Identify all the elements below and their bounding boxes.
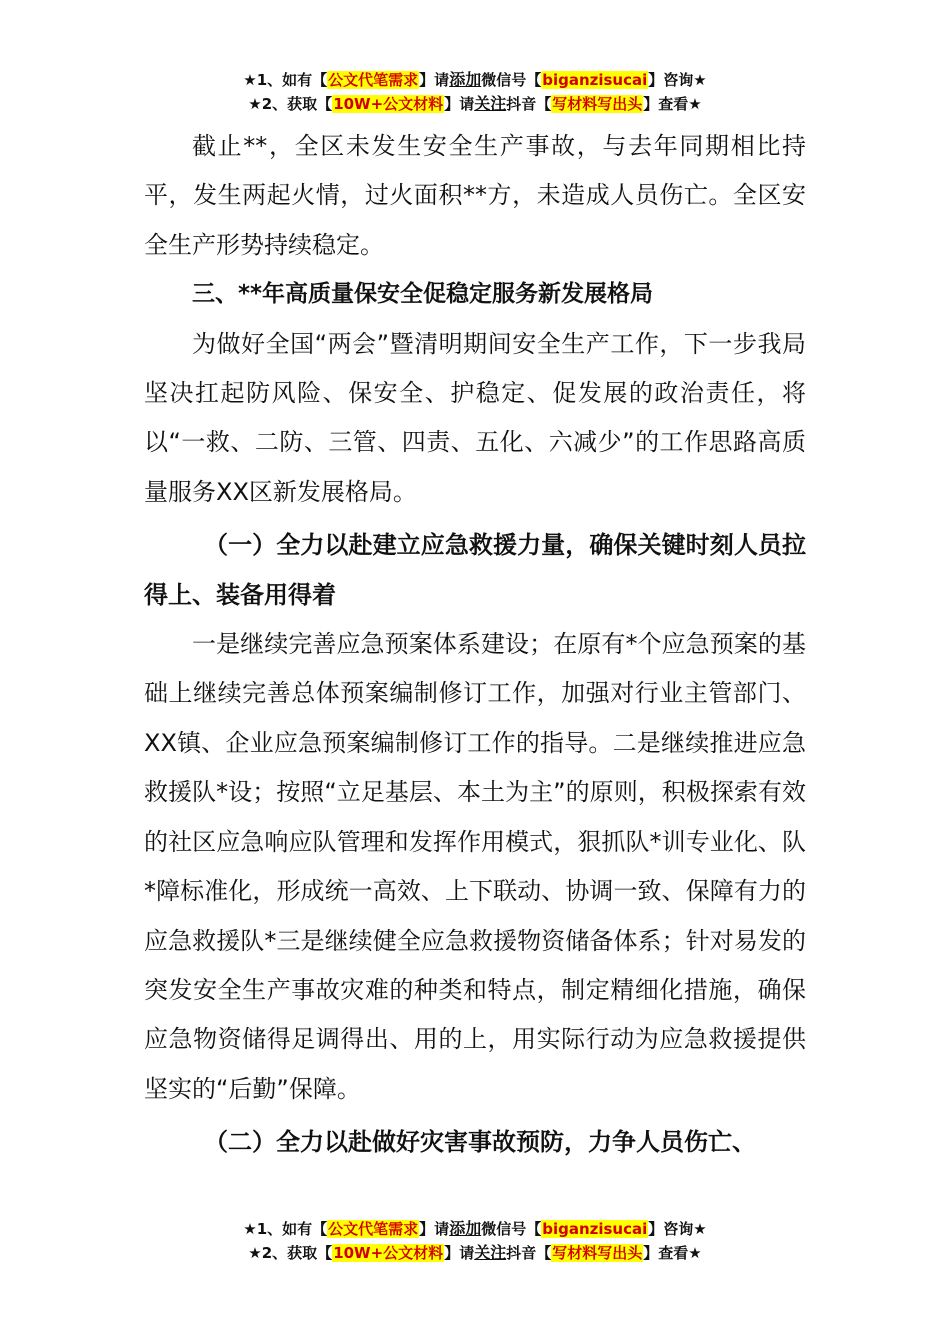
banner-text: ★1、如有【	[243, 71, 328, 89]
banner-text: 微信号【	[481, 1220, 542, 1238]
banner-text: ★1、如有【	[243, 1220, 328, 1238]
banner-text: 】请	[444, 95, 475, 113]
banner-line-2	[0, 92, 950, 116]
banner-highlight: biganzisucai	[542, 1220, 648, 1238]
banner-highlight: 10W+公文材料	[333, 95, 444, 113]
banner-line-1	[0, 1217, 950, 1241]
footer-banner	[0, 1217, 950, 1265]
banner-line-1	[0, 68, 950, 92]
paragraph-measures: 一是继续完善应急预案体系建设；在原有*个应急预案的基础上继续完善总体预案编制修订工作，加强对行业主管部门、XX镇、企业应急预案编制修订工作的指导。二是继续推进应急救援队*设；按照“立足基层、本土为主”的原则，积极探索有效的社区应急响应队管理和发挥作用模式，狠抓队*训专业化、队*障标准化，形成统一高效、上下联动、协调一致、保障有力的应急救援队*三是继续健全应急救援物资储备体系；针对易发的突发安全生产事故灾难的种类和特点，制定精细化措施，确保应急物资储得足调得出、用的上，用实际行动为应急救援提供坚实的“后勤”保障。	[144, 630, 806, 1103]
banner-text: 】请	[419, 1220, 450, 1238]
paragraph-intro: 为做好全国“两会”暨清明期间安全生产工作，下一步我局坚决扛起防风险、保安全、护稳定、促发展的政治责任，将以“一救、二防、三管、四责、五化、六减少”的工作思路高质量服务XX区新发展格局。	[144, 329, 806, 506]
banner-underline: 添加	[449, 1219, 482, 1238]
banner-highlight: 公文代笔需求	[328, 1220, 419, 1238]
header-banner	[0, 68, 950, 116]
banner-text: 】请	[444, 1244, 475, 1262]
banner-highlight: biganzisucai	[542, 71, 648, 89]
banner-text: 微信号【	[481, 71, 542, 89]
banner-text: 】查看★	[643, 95, 702, 113]
banner-underline: 关注	[474, 1243, 507, 1262]
subheading-1: （一）全力以赴建立应急救援力量，确保关键时刻人员拉得上、装备用得着	[144, 531, 806, 609]
banner-text: 】咨询★	[648, 1220, 707, 1238]
banner-highlight: 写材料写出头	[552, 1244, 643, 1262]
banner-text: 抖音【	[506, 1244, 552, 1262]
document-body	[144, 122, 806, 1168]
banner-text: 】查看★	[643, 1244, 702, 1262]
banner-highlight: 10W+公文材料	[333, 1244, 444, 1262]
paragraph-summary: 截止**，全区未发生安全生产事故，与去年同期相比持平，发生两起火情，过火面积**方，未造成人员伤亡。全区安全生产形势持续稳定。	[144, 132, 806, 259]
banner-underline: 关注	[474, 94, 507, 113]
banner-text: 】咨询★	[648, 71, 707, 89]
banner-text: 】请	[419, 71, 450, 89]
banner-highlight: 写材料写出头	[552, 95, 643, 113]
banner-text: 抖音【	[506, 95, 552, 113]
banner-underline: 添加	[449, 70, 482, 89]
banner-text: ★2、获取【	[248, 95, 333, 113]
banner-line-2	[0, 1241, 950, 1265]
section-heading-3: 三、**年高质量保安全促稳定服务新发展格局	[192, 281, 654, 308]
subheading-2: （二）全力以赴做好灾害事故预防，力争人员伤亡、	[204, 1128, 756, 1157]
banner-text: ★2、获取【	[248, 1244, 333, 1262]
banner-highlight: 公文代笔需求	[328, 71, 419, 89]
